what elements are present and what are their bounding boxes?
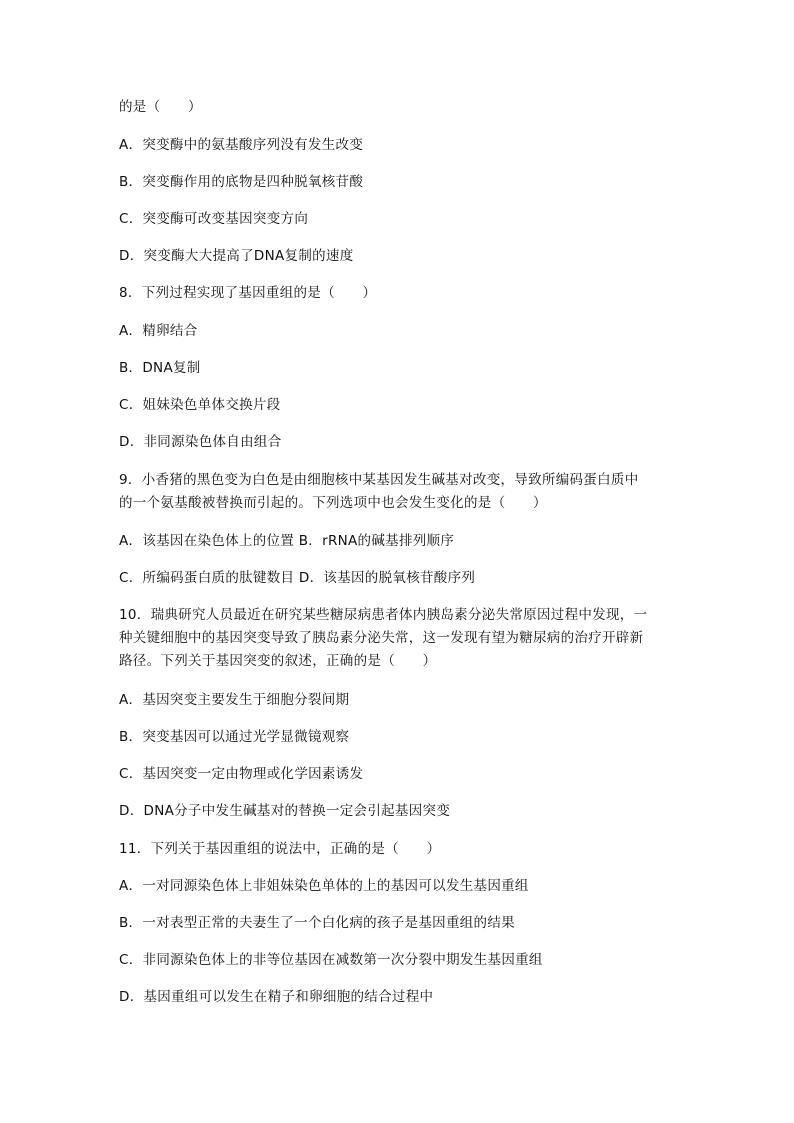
q10-stem-line1: 10．瑞典研究人员最近在研究某些糖尿病患者体内胰岛素分泌失常原因过程中发现，一 bbox=[119, 607, 648, 623]
q7-option-a: A．突变酶中的氨基酸序列没有发生改变 bbox=[119, 137, 364, 153]
q11-option-b: B．一对表型正常的夫妻生了一个白化病的孩子是基因重组的结果 bbox=[119, 915, 515, 931]
q9-stem-line1: 9．小香猪的黑色变为白色是由细胞核中某基因发生碱基对改变，导致所编码蛋白质中 bbox=[119, 472, 639, 488]
q10-option-a: A．基因突变主要发生于细胞分裂间期 bbox=[119, 692, 350, 708]
q10-option-b: B．突变基因可以通过光学显微镜观察 bbox=[119, 729, 350, 745]
q8-option-a: A．精卵结合 bbox=[119, 323, 198, 339]
q7-option-d: D．突变酶大大提高了DNA复制的速度 bbox=[119, 248, 354, 264]
q7-stem-tail: 的是（ ） bbox=[119, 99, 202, 115]
q8-option-c: C．姐妹染色单体交换片段 bbox=[119, 397, 281, 413]
q11-option-d: D．基因重组可以发生在精子和卵细胞的结合过程中 bbox=[119, 989, 434, 1005]
q10-option-c: C．基因突变一定由物理或化学因素诱发 bbox=[119, 766, 364, 782]
q7-option-b: B．突变酶作用的底物是四种脱氧核苷酸 bbox=[119, 174, 364, 190]
q11-option-a: A．一对同源染色体上非姐妹染色单体的上的基因可以发生基因重组 bbox=[119, 878, 529, 894]
q8-stem: 8．下列过程实现了基因重组的是（ ） bbox=[119, 285, 377, 301]
q7-option-c: C．突变酶可改变基因突变方向 bbox=[119, 211, 309, 227]
q10-stem-line2: 种关键细胞中的基因突变导致了胰岛素分泌失常，这一发现有望为糖尿病的治疗开辟新 bbox=[119, 630, 644, 646]
q8-option-b: B．DNA复制 bbox=[119, 360, 201, 376]
q9-stem-line2: 的一个氨基酸被替换而引起的。下列选项中也会发生变化的是（ ） bbox=[119, 495, 547, 511]
q10-option-d: D．DNA分子中发生碱基对的替换一定会引起基因突变 bbox=[119, 803, 451, 819]
q9-options-ab: A．该基因在染色体上的位置 B．rRNA的碱基排列顺序 bbox=[119, 533, 455, 549]
q11-option-c: C．非同源染色体上的非等位基因在减数第一次分裂中期发生基因重组 bbox=[119, 952, 543, 968]
q10-stem-line3: 路径。下列关于基因突变的叙述，正确的是（ ） bbox=[119, 653, 437, 669]
q11-stem: 11．下列关于基因重组的说法中，正确的是（ ） bbox=[119, 841, 441, 857]
q8-option-d: D．非同源染色体自由组合 bbox=[119, 434, 282, 450]
q9-options-cd: C．所编码蛋白质的肽键数目 D．该基因的脱氧核苷酸序列 bbox=[119, 570, 476, 586]
